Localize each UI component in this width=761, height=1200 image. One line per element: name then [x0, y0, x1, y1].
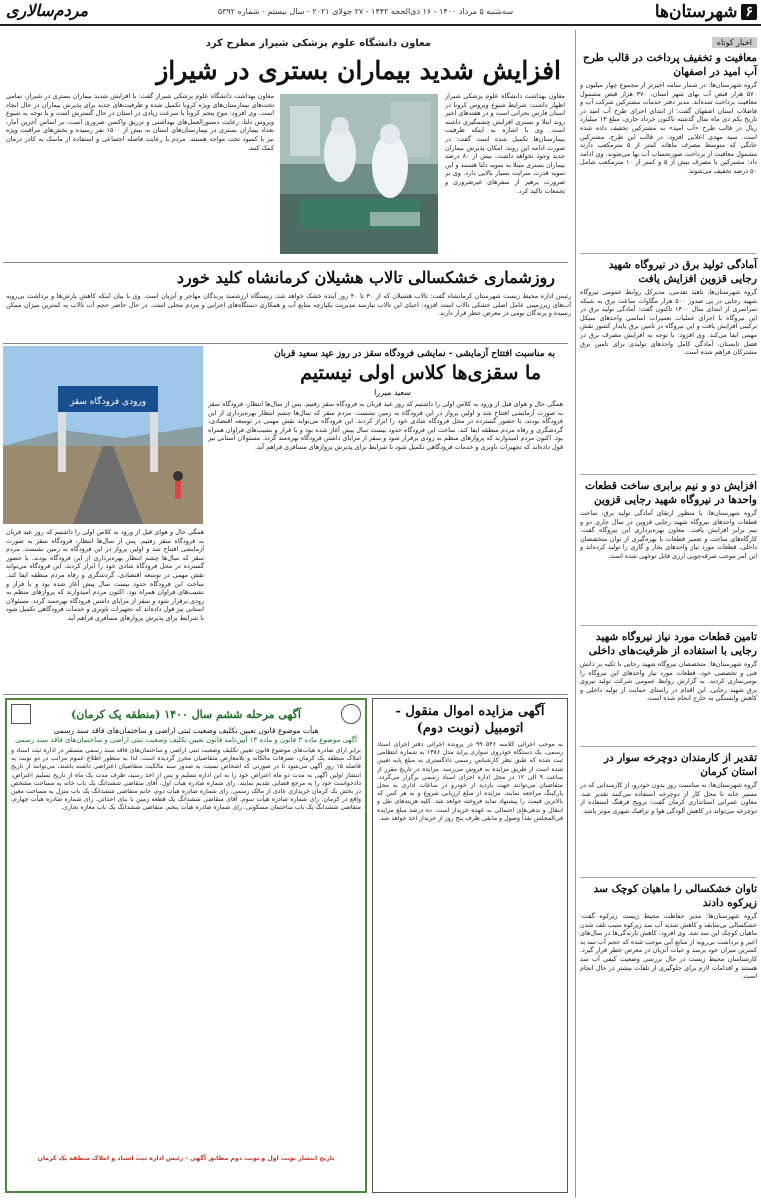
story2-body: رئیس اداره محیط زیست شهرستان کرمانشاه گفت: تالاب هشیلان که از ۳۰ تا ۴۰ روز آینده خشک خواهد شد، زیستگاه ارزشمند پرندگان مهاجر و آبزیان است. وی با بیان اینکه کاهش بارش‌ها و برداشت بی‌رویه آب‌های زیرزمینی عامل اصلی خشکی تالاب است افزود: احیای این تالاب نیازمند مدیریت یکپارچه منابع آب و همکاری دستگاه‌های اجرایی و مردم محلی است. در حال حاضر حجم آب تالاب به کمترین میزان ممکن رسیده و پرندگان بومی در معرض خطر قرار دارند.: [6, 292, 571, 318]
story3-body-continued: همگی حال و هوای قبل از ورود به کلاس اولی را داشتیم که روز عید قربان به فرودگاه سقز رفتیم. پس از سال‌ها انتظار، فرودگاه سقز به صورت آزمایشی افتتاح شد و اولین پرواز در این فرودگاه به زمین نشست. مردم سقز که سال‌ها چشم انتظار بهره‌برداری از این فرودگاه بودند، با حضور گسترده در محل فرودگاه شادی خود را ابراز کردند. این فرودگاه می‌تواند نقش مهمی در توسعه اقتصادی، گردشگری و رفاه مردم منطقه ایفا کند. ساخت این فرودگاه حدود بیست سال پیش آغاز شده بود و با فراز و نشیب‌های فراوان همراه بود. اکنون مردم امیدوارند که پروازهای منظم به زودی برقرار شود و سقز از مزایای داشتن فرودگاه بهره‌مند گردد. مسئولان استانی نیز قول داده‌اند که تجهیزات ناوبری و خدمات فرودگاهی تکمیل شود تا شرایط برای پذیرش پروازهای مسافری فراهم آید.: [6, 528, 204, 622]
hospital-photo: [280, 94, 438, 254]
news-item: [580, 479, 757, 619]
news-body: گروه شهرستان‌ها: در شمار سامه اخیرتر از مجموع چهار میلیون و ۵۷۰ هزار قبض آب بهای شهر استان، ۳۷۰ هزار قبض مشمول معافیت برداخت شده‌اند. مدیر دفتر خدمات مشترکین شرکت آب و فاضلاب استان اصفهان گفت: از ابتدای اجرای طرح آب امید در تاریخ یکم دی ماه سال گذشته تاکنون خرداد جاری، مبلغ ۱۳ میلیارد ریال در قالب طرح «آب امید» به مشترکین تخفیف داده شده است. سید مهدی اعلایی افزود: در قالب این طرح، مشترکین خانگی که متوسط مصرف ماهانه کمتر از ۵ مترمکعب دارند مشمول معافیت از پرداخت صورتحساب آب بها می‌شوند. وی ادامه داد: مشترکین با مصرف بیش از ۵ و کمتر از ۱۰ مترمکعب شامل ۵۰ درصد تخفیف می‌شوند.: [580, 81, 757, 175]
news-body: گروه شهرستان‌ها: به مناسبت روز بدون خودرو، از کارمندانی که در مسیر خانه تا محل کار از دوچرخه استفاده می‌کنند تقدیر شد. معاون عمرانی استانداری کرمان گفت: ترویج فرهنگ استفاده از دوچرخه می‌تواند در کاهش آلودگی هوا و ترافیک شهری موثر باشد.: [580, 781, 757, 815]
news-title[interactable]: تاوان خشکسالی را ماهیان کوچک سد زیرکوه دادند: [593, 883, 757, 909]
divider: [3, 343, 568, 344]
news-item: [580, 258, 757, 468]
hospital-ward-image: [280, 94, 438, 254]
divider: [580, 253, 757, 254]
short-news-column: [575, 30, 761, 1198]
newspaper-logo: مردم‌سالاری: [6, 1, 89, 20]
story2-headline[interactable]: روزشماری خشکسالی تالاب هشیلان کرمانشاه کلید خورد: [176, 268, 555, 287]
gate-sign-text: ورودی فرودگاه سقز: [69, 397, 147, 407]
news-item: [580, 630, 757, 740]
notice-title[interactable]: آگهی مرحله ششم سال ۱۴۰۰ (منطقه یک کرمان): [71, 707, 301, 721]
auction-ad: [372, 698, 568, 1193]
column-label: اخبار کوتاه: [712, 37, 757, 48]
divider: [3, 262, 568, 263]
story3-body: همگی حال و هوای قبل از ورود به کلاس اولی را داشتیم که روز عید قربان به فرودگاه سقز رفتیم. پس از سال‌ها انتظار، فرودگاه سقز به صورت آزمایشی افتتاح شد و اولین پرواز در این فرودگاه به زمین نشست. مردم سقز که سال‌ها چشم انتظار بهره‌برداری از این فرودگاه بودند، با حضور گسترده در محل فرودگاه شادی خود را ابراز کردند. این فرودگاه می‌تواند نقش مهمی در توسعه اقتصادی، گردشگری و رفاه مردم منطقه ایفا کند. ساخت این فرودگاه حدود بیست سال پیش آغاز شده بود و با فراز و نشیب‌های فراوان همراه بود. اکنون مردم امیدوارند که پروازهای منظم به زودی برقرار شود و سقز از مزایای داشتن فرودگاه بهره‌مند گردد. مسئولان استانی نیز قول داده‌اند که تجهیزات ناوبری و خدمات فرودگاهی تکمیل شود تا شرایط برای پذیرش پروازهای مسافری فراهم آید.: [208, 400, 563, 451]
lead-headline[interactable]: افزایش شدید بیماران بستری در شیراز: [156, 56, 561, 85]
news-body: گروه شهرستان‌ها: با منظور ارتقای آمادگی تولید برق، ساخت قطعات واحدهای نیروگاه شهید رجایی قزوین در سال جاری دو و نیم برابر افزایش یافت. معاون بهره‌برداری این نیروگاه گفت: کارگاه‌های ساخت و تعمیر قطعات با بهره‌گیری از توان متخصصان داخلی، قطعات مورد نیاز واحدهای بخار و گازی را تولید کرده‌اند و این امر موجب صرفه‌جویی ارزی قابل توجهی شده است.: [580, 509, 757, 560]
news-title[interactable]: معافیت و تخفیف پرداخت در قالب طرح آب امید در اصفهان: [583, 52, 757, 78]
divider: [580, 877, 757, 878]
airport-gate-photo: [3, 346, 203, 524]
divider: [3, 694, 568, 695]
airport-entrance-image: [3, 346, 203, 524]
news-body: گروه شهرستان‌ها: متخصصان نیروگاه شهید رجایی با تکیه بر دانش فنی و تخصصی خود، قطعات مورد نیاز واحدهای این نیروگاه را بومی‌سازی کردند. به گزارش روابط عمومی شرکت تولید نیروی برق شهید رجایی، این اقدام در راستای حمایت از تولید داخلی و کاهش وابستگی به خارج انجام شده است.: [580, 660, 757, 703]
scales-icon: [11, 704, 31, 724]
auction-ad-title[interactable]: آگهی مزایده اموال منقول - اتومبیل (نوبت دوم): [395, 704, 545, 736]
news-title[interactable]: آمادگی تولید برق در نیروگاه شهید رجایی قزوین افزایش یافت: [608, 259, 757, 285]
news-body: گروه شهرستان‌ها: مدیر حفاظت محیط زیست زیرکوه گفت: خشکسالی بی‌سابقه و کاهش شدید آب سد زیرکوه سبب تلف شدن ماهیان کوچک این سد شد. وی افزود: کاهش بارندگی‌ها در سال‌های اخیر و برداشت بی‌رویه از منابع آبی موجب شده که حجم آب سد به کمترین میزان خود برسد و حیات آبزیان در معرض خطر قرار گیرد. کارشناسان محیط زیست در حال بررسی وضعیت کیفی آب سد هستند و اقدامات لازم برای جلوگیری از تلفات بیشتر در حال انجام است.: [580, 912, 757, 981]
news-title[interactable]: تقدیر از کارمندان دوچرخه سوار در استان کرمان: [603, 752, 757, 778]
divider: [580, 746, 757, 747]
news-item: [580, 882, 757, 1182]
lead-body-right: معاون بهداشت دانشگاه علوم پزشکی شیراز اظهار داشت: شرایط شیوع ویروس کرونا در استان فارس بحرانی است و در هفته‌های اخیر روند ابتلا و بستری افزایش چشمگیری داشته است. وی با اشاره به اینکه ظرفیت بیمارستان‌ها تکمیل شده است گفت: در صورت ادامه این روند، امکان پذیرش بیماران جدید وجود نخواهد داشت. بیش از ۸۰ درصد بیماران بستری مبتلا به سویه دلتا هستند و این سویه قدرت سرایت بسیار بالایی دارد. وی بر ضرورت پرهیز از سفرهای غیرضروری و تجمعات تاکید کرد.: [445, 92, 565, 195]
story3-kicker: به مناسبت افتتاح آزمایشی - نمایشی فرودگاه سقز در روز عید سعید قربان: [274, 349, 555, 359]
date-line: سه‌شنبه ۵ مرداد ۱۴۰۰ - ۱۶ ذی‌الحجه ۱۴۴۲ - ۲۷ جولای ۲۰۲۱ - سال بیستم - شماره ۵۳۹۲: [217, 7, 514, 16]
auction-ad-body: به موجب اجرائی کلاسه ۹۹۰۵۴۶ در پرونده اجرائی دفتر اجرای اسناد رسمی، یک دستگاه خودروی سواری پراید مدل ۱۳۸۶ به شماره انتظامی ثبت شده که طبق نظر کارشناس رسمی دادگستری به مبلغ پایه تعیین شده است از طریق مزایده به فروش می‌رسد. مزایده در تاریخ مقرر از ساعت ۹ الی ۱۲ در محل اداره اجرای اسناد رسمی برگزار می‌گردد. متقاضیان می‌توانند جهت بازدید از خودرو در ساعات اداری به محل پارکینگ مراجعه نمایند. مزایده از مبلغ ارزیابی شروع و به هر کس که بالاترین قیمت را پیشنهاد نماید فروخته خواهد شد. کلیه هزینه‌های نقل و انتقال و بدهی‌های احتمالی به عهده خریدار است. ده درصد مبلغ مزایده فی‌المجلس نقداً وصول و مابقی ظرف پنج روز از خریدار اخذ خواهد شد.: [377, 741, 563, 822]
section-title: [655, 2, 757, 22]
lead-kicker: معاون دانشگاه علوم پزشکی شیراز مطرح کرد: [205, 38, 431, 49]
story3-byline: سعید میرزا: [374, 388, 411, 397]
divider: [580, 625, 757, 626]
news-title[interactable]: افزایش دو و نیم برابری ساخت قطعات واحدها در نیروگاه شهید رجایی قزوین: [585, 480, 757, 506]
notice-subtitle: هیأت موضوع قانون تعیین تکلیف وضعیت ثبتی اراضی و ساختمان‌های فاقد سند رسمی: [53, 726, 319, 735]
story3-headline[interactable]: ما سقزی‌ها کلاس اولی نیستیم: [300, 362, 541, 384]
lead-body-left: معاون بهداشت دانشگاه علوم پزشکی شیراز گفت: با افزایش شدید بیماران بستری در شیراز، تمامی تخت‌های بیمارستان‌های ویژه کرونا تکمیل شده و ظرفیت‌های جدید برای پذیرش بیماران در حال ایجاد است. وی افزود: موج پنجم کرونا با سرعت زیادی در استان در حال گسترش است و با توجه به شیوع ویروس دلتا، رعایت دستورالعمل‌های بهداشتی و تزریق واکسن ضروری است. بر اساس آخرین آمار، تعداد بیماران بستری در بیمارستان‌های استان به بیش از ۱۵۰۰ نفر رسیده و بخش‌های مراقبت ویژه نیز با کمبود تخت مواجه هستند. مردم با رعایت فاصله اجتماعی و استفاده از ماسک به کادر درمان کمک کنند.: [6, 92, 274, 152]
notice-body: برابر آرای صادره هیأت‌های موضوع قانون تعیین تکلیف وضعیت ثبتی اراضی و ساختمان‌های فاقد سند رسمی مستقر در اداره ثبت اسناد و املاک منطقه یک کرمان، تصرفات مالکانه و بلامعارض متقاضیان محرز گردیده است. لذا به منظور اطلاع عموم مراتب در دو نوبت به فاصله ۱۵ روز آگهی می‌شود تا در صورتی که اشخاص نسبت به صدور سند مالکیت متقاضیان اعتراضی داشته باشند، می‌توانند از تاریخ انتشار اولین آگهی به مدت دو ماه اعتراض خود را به این اداره تسلیم و پس از اخذ رسید، ظرف مدت یک ماه از تاریخ تسلیم اعتراض، دادخواست خود را به مرجع قضایی تقدیم نمایند. رای شماره صادره هیأت اول، آقای متقاضی ششدانگ یک باب خانه به مساحت مشخص در بخش یک کرمان خریداری عادی از مالک رسمی. رای شماره صادره هیأت دوم، خانم متقاضی ششدانگ یک باب منزل به مساحت معین واقع در کرمان. رای شماره صادره هیأت سوم، آقای متقاضی ششدانگ یک قطعه زمین با بنای احداثی. رای شماره صادره هیأت چهارم، متقاضی ششدانگ یک باب ساختمان مسکونی. رای شماره صادره هیأت پنجم، متقاضی ششدانگ یک باب مغازه تجاری.: [11, 747, 361, 812]
emblem-icon: [341, 704, 361, 724]
news-item: [580, 51, 757, 247]
notice-subtitle-2: آگهی موضوع ماده ۳ قانون و ماده ۱۳ آیین‌نامه قانون تعیین تکلیف وضعیت ثبتی اراضی و ساختمان‌های فاقد سند رسمی: [15, 736, 357, 744]
registry-notice-ad: [5, 698, 367, 1193]
news-body: گروه شهرستان‌ها: ناهید تقدمی، مدیرکل روابط عمومی نیروگاه شهید رجایی در پی صدور ۵۰۰ هزار مگاوات ساعت برق به شبکه سراسری از ابتدای سال ۱۴۰۰ تاکنون گفت: آمادگی تولید برق در این نیروگاه با اجرای عملیات تعمیرات اساسی واحدهای سیکل ترکیبی افزایش یافت و این نیروگاه در تامین برق پایدار کشور نقش مهمی ایفا می‌کند. وی افزود: با توجه به افزایش مصرف برق در فصل تابستان، آمادگی کامل واحدهای تولیدی برای تامین برق مشترکان فراهم شده است.: [580, 288, 757, 357]
news-item: [580, 751, 757, 871]
page-header: [0, 0, 761, 26]
notice-footer: تاریخ انتشار نوبت اول و نوبت دوم مطابق آگهی - رئیس اداره ثبت اسناد و املاک منطقه یک کرمان: [37, 1155, 335, 1162]
section-number: ۶: [741, 4, 757, 20]
news-title[interactable]: تامین قطعات مورد نیاز نیروگاه شهید رجایی با استفاده از ظرفیت‌های داخلی: [588, 631, 757, 657]
divider: [580, 474, 757, 475]
section-name: شهرستان‌ها: [654, 2, 738, 22]
